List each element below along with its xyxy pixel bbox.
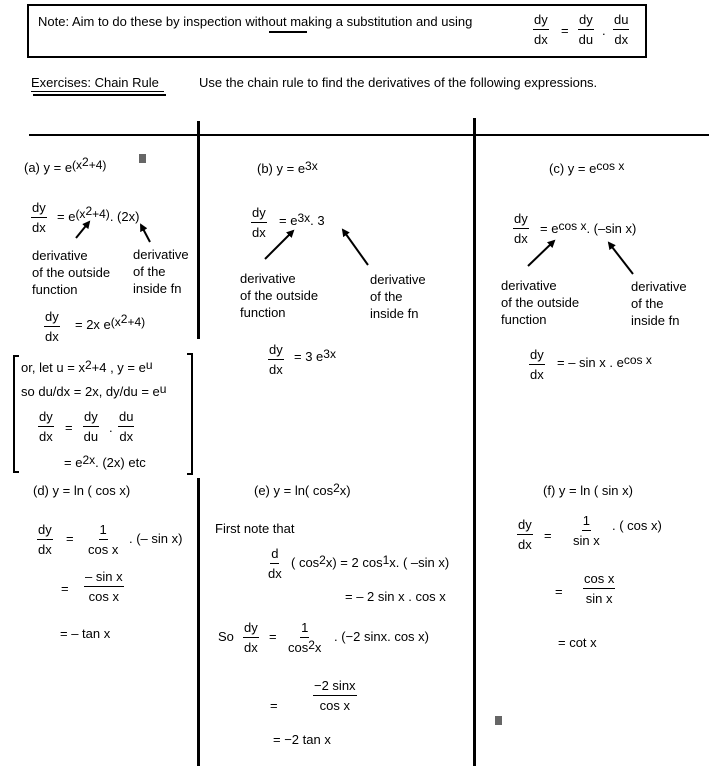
note-dot: . bbox=[602, 23, 606, 38]
e-line2: = – 2 sin x . cos x bbox=[345, 589, 446, 604]
a-alt-line2: so du/dx = 2x, $dy/du = e^u$ bbox=[21, 382, 167, 399]
a-alt-frac-dydu: $\frac{dy}{du}$ bbox=[83, 409, 99, 444]
e-eq: = bbox=[269, 629, 277, 644]
d-post: . (– sin x) bbox=[129, 531, 183, 546]
a-alt-line4: = $e^{2x}$. (2x) etc bbox=[64, 453, 146, 470]
arrow-a-inside bbox=[141, 225, 150, 242]
a-alt-line1: or, let $u = x^2+4$ , $y = e^u$ bbox=[21, 358, 153, 375]
e-frac-d-dx: $\frac{d}{dx}$ bbox=[268, 546, 282, 581]
c-line1: = $e^{cos x}$. (–sin x) bbox=[540, 219, 637, 236]
b-result: = 3 $e^{3x}$ bbox=[294, 347, 336, 364]
a-frac-dydx: $\frac{dy}{dx}$ bbox=[32, 200, 46, 235]
arrow-b-outside bbox=[265, 231, 293, 259]
exercise-a-label: (a) $y = e^{(x^2+4)}$ bbox=[24, 155, 107, 175]
f-post: . ( cos x) bbox=[612, 518, 662, 533]
f-frac-dydx: $\frac{dy}{dx}$ bbox=[518, 517, 532, 552]
note-text-after: making a substitution and using bbox=[286, 14, 473, 29]
f-eq2: = bbox=[555, 584, 563, 599]
left-bracket bbox=[13, 355, 19, 473]
a-alt-frac-dudx: $\frac{du}{dx}$ bbox=[119, 409, 134, 444]
f-eq1: = bbox=[544, 528, 552, 543]
e-frac-2sinx-cosx: $\frac{-2 \sin x}{\text{cos x}}$ bbox=[314, 678, 356, 713]
right-bracket bbox=[187, 353, 193, 475]
arrow-b-inside bbox=[343, 230, 368, 265]
a-line1: = $e^{(x^2+4)}$. (2x) bbox=[57, 204, 140, 224]
e-line1: ( $\cos^2x) = 2$ $\cos^1x$. ( –sin x) bbox=[291, 553, 450, 570]
c-result: = – sin x . $e^{cos x}$ bbox=[557, 353, 652, 370]
d-eq2: = bbox=[61, 581, 69, 596]
d-frac-sinx-cosx: $\frac{\text{– sin x}}{\text{cos x}}$ bbox=[85, 569, 123, 604]
arrow-c-inside bbox=[609, 243, 633, 274]
arrow-a-outside bbox=[76, 222, 89, 238]
note-text-underlined: without bbox=[245, 14, 287, 29]
e-so: So bbox=[218, 629, 234, 644]
exercise-b-label: (b) $y = e^{3x}$ bbox=[257, 159, 318, 176]
exercises-title: Exercises: Chain Rule bbox=[31, 75, 159, 90]
b-line1: = $e^{3x}$. 3 bbox=[279, 211, 325, 228]
exercise-c-label: (c) $y = e^{cos x}$ bbox=[549, 159, 625, 176]
b-frac-dydx: $\frac{dy}{dx}$ bbox=[252, 205, 266, 240]
e-eq2: = bbox=[270, 698, 278, 713]
e-post: . (−2 sinx. cos x) bbox=[334, 629, 429, 644]
c-frac-dydx: $\frac{dy}{dx}$ bbox=[514, 211, 528, 246]
a-inside-note: derivative of the inside fn bbox=[133, 247, 189, 296]
note-frac-dydx: $\frac{dy}{dx}$ bbox=[534, 12, 548, 47]
exercise-f-label: (f) y = ln ( sin x) bbox=[543, 483, 633, 498]
b-outside-note: derivative of the outside function bbox=[240, 271, 319, 320]
exercise-d-label: (d) y = ln ( cos x) bbox=[33, 483, 131, 498]
d-frac-dydx: $\frac{dy}{dx}$ bbox=[38, 522, 52, 557]
a-result-frac: $\frac{dy}{dx}$ bbox=[45, 309, 59, 344]
exercise-e-label: (e) y = ln( $\cos^2x$) bbox=[254, 481, 351, 498]
note-frac-dydu: $\frac{dy}{du}$ bbox=[578, 12, 594, 47]
c-inside-note: derivative of the inside fn bbox=[631, 279, 687, 328]
b-inside-note: derivative of the inside fn bbox=[370, 272, 426, 321]
note-text-before: Note: Aim to do these by inspection bbox=[38, 14, 246, 29]
f-frac-cosx-sinx: $\frac{\text{cos x}}{\text{sin x}}$ bbox=[584, 571, 615, 606]
note-eq: = bbox=[561, 23, 569, 38]
exercises-instruction: Use the chain rule to find the derivatives of the following expressions. bbox=[199, 75, 598, 90]
e-frac-dydx: $\frac{dy}{dx}$ bbox=[244, 620, 258, 655]
e-result: = −2 tan x bbox=[273, 732, 331, 747]
b-result-frac: $\frac{dy}{dx}$ bbox=[269, 342, 283, 377]
a-outside-note: derivative of the outside function bbox=[32, 248, 111, 297]
a-result: = 2x $e^{(x^2+4)}$ bbox=[75, 312, 146, 332]
arrow-c-outside bbox=[528, 241, 554, 266]
d-frac-1-cosx: $\frac{1}{\text{cos x}}$ bbox=[88, 522, 119, 557]
e-first-note: First note that bbox=[215, 521, 295, 536]
e-frac-1-cos2x: $\frac{1}{\cos^2x}$ bbox=[288, 620, 322, 655]
f-result: = cot x bbox=[558, 635, 597, 650]
a-alt-frac-dydx: $\frac{dy}{dx}$ bbox=[39, 409, 53, 444]
note-frac-dudx: $\frac{du}{dx}$ bbox=[614, 12, 629, 47]
f-frac-1-sinx: $\frac{1}{\text{sin x}}$ bbox=[573, 513, 600, 548]
a-alt-eq: = bbox=[65, 420, 73, 435]
a-alt-dot: . bbox=[109, 420, 113, 435]
d-result: = – tan x bbox=[60, 626, 111, 641]
c-outside-note: derivative of the outside function bbox=[501, 278, 580, 327]
c-result-frac: $\frac{dy}{dx}$ bbox=[530, 347, 544, 382]
d-eq1: = bbox=[66, 531, 74, 546]
